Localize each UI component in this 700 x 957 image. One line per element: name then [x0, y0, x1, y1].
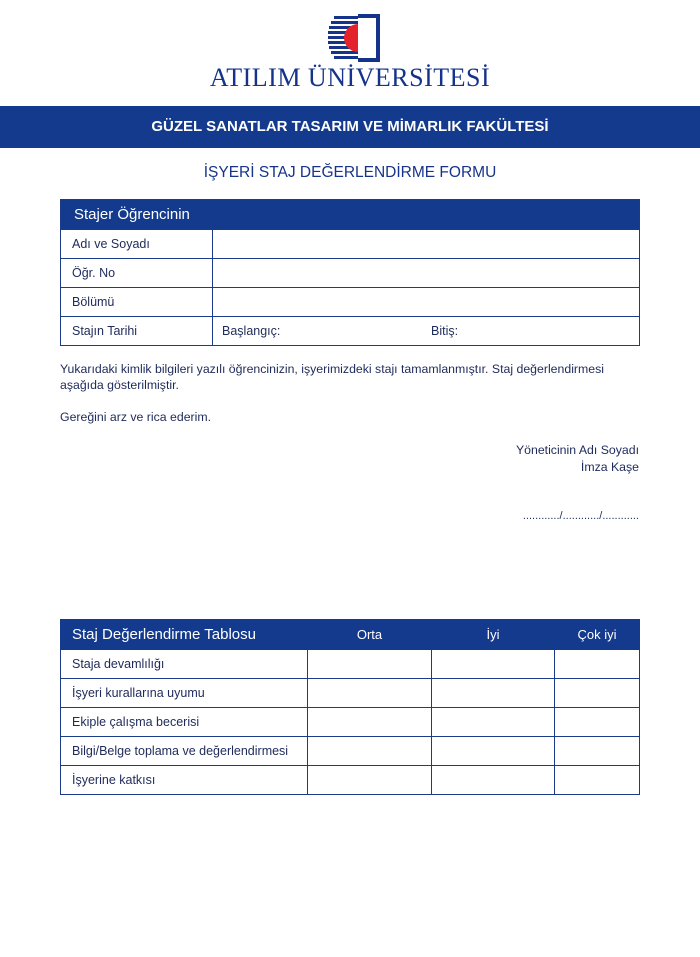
table-row	[61, 230, 640, 259]
internship-date-label: Stajın Tarihi	[61, 317, 213, 346]
closing-sentence: Gereğini arz ve rica ederim.	[60, 410, 212, 424]
signature-block	[516, 442, 639, 476]
rating-cell[interactable]	[555, 679, 640, 708]
rating-cell[interactable]	[308, 766, 432, 795]
rating-cell[interactable]	[432, 679, 555, 708]
evaluation-table-title: Staj Değerlendirme Tablosu	[61, 620, 308, 650]
student-table-title: Stajer Öğrencinin	[61, 200, 640, 230]
student-no-label: Öğr. No	[61, 259, 213, 288]
rating-cell[interactable]	[432, 766, 555, 795]
end-date-label: Bitiş:	[431, 324, 459, 338]
table-row	[61, 766, 640, 795]
evaluation-table	[60, 619, 640, 795]
internship-date-field[interactable]	[213, 317, 640, 346]
criterion-label: İşyerine katkısı	[61, 766, 308, 795]
table-row	[61, 737, 640, 766]
manager-name-label: Yöneticinin Adı Soyadı	[515, 443, 639, 457]
table-row	[61, 259, 640, 288]
body-paragraph: Yukarıdaki kimlik bilgileri yazılı öğrencinizin, işyerimizdeki stajı tamamlanmıştır. Staj değerlendirmesi aşağıda gösterilmiştir.	[60, 362, 604, 392]
faculty-banner: GÜZEL SANATLAR TASARIM VE MİMARLIK FAKÜLTESİ	[0, 106, 700, 148]
column-header-orta: Orta	[308, 620, 432, 650]
department-field[interactable]	[213, 288, 640, 317]
date-line: ............/............/............	[522, 510, 639, 522]
rating-cell[interactable]	[555, 650, 640, 679]
university-name: ATILIM ÜNİVERSİTESİ	[209, 63, 491, 92]
rating-cell[interactable]	[432, 737, 555, 766]
rating-cell[interactable]	[432, 650, 555, 679]
rating-cell[interactable]	[555, 708, 640, 737]
rating-cell[interactable]	[432, 708, 555, 737]
criterion-label: İşyeri kurallarına uyumu	[61, 679, 308, 708]
form-title: İŞYERİ STAJ DEĞERLENDİRME FORMU	[203, 164, 497, 181]
criterion-label: Ekiple çalışma becerisi	[61, 708, 308, 737]
table-row	[61, 317, 640, 346]
rating-cell[interactable]	[308, 679, 432, 708]
stamp-label: İmza Kaşe	[580, 460, 639, 474]
university-logo-icon	[328, 12, 380, 64]
name-field[interactable]	[213, 230, 640, 259]
student-info-table	[60, 199, 640, 346]
start-date-label: Başlangıç:	[222, 324, 281, 338]
name-label: Adı ve Soyadı	[61, 230, 213, 259]
rating-cell[interactable]	[555, 737, 640, 766]
table-row	[61, 708, 640, 737]
table-row	[61, 288, 640, 317]
rating-cell[interactable]	[308, 737, 432, 766]
column-header-cok-iyi: Çok iyi	[555, 620, 640, 650]
department-label: Bölümü	[61, 288, 213, 317]
criterion-label: Bilgi/Belge toplama ve değerlendirmesi	[61, 737, 308, 766]
rating-cell[interactable]	[555, 766, 640, 795]
table-row	[61, 650, 640, 679]
criterion-label: Staja devamlılığı	[61, 650, 308, 679]
rating-cell[interactable]	[308, 708, 432, 737]
rating-cell[interactable]	[308, 650, 432, 679]
student-no-field[interactable]	[213, 259, 640, 288]
column-header-iyi: İyi	[432, 620, 555, 650]
table-row	[61, 679, 640, 708]
